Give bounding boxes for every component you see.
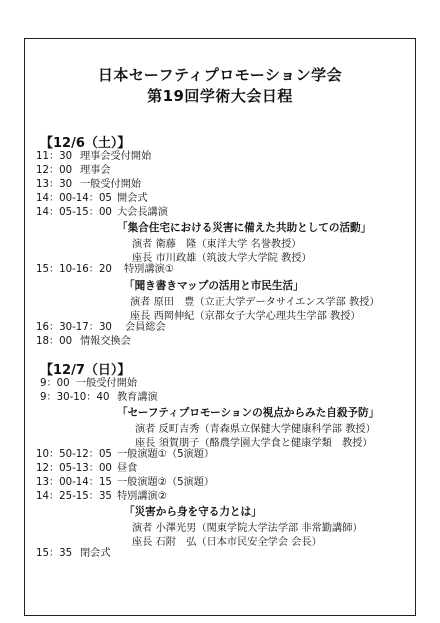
schedule-event: 理事会受付開始 — [80, 151, 152, 162]
schedule-time: 13：30 — [36, 179, 73, 190]
talk-chair: 座長 須賀朋子（酪農学園大学食と健康学類 教授） — [135, 438, 373, 449]
schedule-event: 教育講演 — [117, 392, 158, 403]
schedule-event: 理事会 — [80, 165, 111, 176]
talk-chair: 座長 西岡伸紀（京都女子大学心理共生学部 教授） — [130, 311, 361, 322]
talk-chair: 座長 市川政雄（筑波大学大学院 教授） — [132, 253, 312, 264]
talk-chair: 座長 石附 弘（日本市民安全学会 会長） — [132, 537, 322, 548]
schedule-time: 16：30-17：30 — [36, 322, 112, 333]
talk-speaker: 演者 反町吉秀（青森県立保健大学健康科学部 教授） — [135, 424, 376, 435]
day1-heading: 【12/6（土）】 — [40, 136, 131, 151]
schedule-time: 15：35 — [36, 548, 73, 559]
schedule-time: 9：00 — [40, 378, 70, 389]
schedule-time: 18：00 — [36, 336, 73, 347]
schedule-time: 12：05-13：00 — [36, 463, 112, 474]
document-subtitle: 第19回学術大会日程 — [147, 87, 293, 105]
schedule-event: 一般演題②（5演題） — [117, 477, 215, 488]
schedule-time: 9：30-10：40 — [40, 392, 110, 403]
schedule-time: 14：25-15：35 — [36, 491, 112, 502]
schedule-event: 一般演題①（5演題） — [117, 449, 215, 460]
schedule-event: 会員総会 — [125, 322, 166, 333]
talk-title: 「セーフティプロモーションの視点からみた自殺予防」 — [117, 407, 380, 419]
schedule-time: 13：00-14：15 — [36, 477, 112, 488]
talk-speaker: 演者 原田 豊（立正大学データサイエンス学部 教授） — [130, 297, 380, 308]
schedule-time: 14：05-15：00 — [36, 207, 112, 218]
schedule-event: 特別講演① — [124, 264, 174, 275]
talk-speaker: 演者 小澤光男（関東学院大学法学部 非常勤講師） — [132, 523, 363, 534]
schedule-event: 一般受付開始 — [80, 179, 142, 190]
schedule-time: 12：00 — [36, 165, 73, 176]
schedule-time: 10：50-12：05 — [36, 449, 112, 460]
talk-title: 「災害から身を守る力とは」 — [124, 506, 262, 518]
schedule-event: 特別講演② — [117, 491, 167, 502]
schedule-event: 昼食 — [117, 463, 138, 474]
schedule-time: 15：10-16：20 — [36, 264, 112, 275]
document-title: 日本セーフティプロモーション学会 — [97, 66, 343, 84]
schedule-event: 大会長講演 — [117, 207, 168, 218]
schedule-event: 一般受付開始 — [76, 378, 138, 389]
schedule-event: 開会式 — [117, 193, 148, 204]
talk-speaker: 演者 衛藤 隆（東洋大学 名誉教授） — [132, 239, 302, 250]
day2-heading: 【12/7（日）】 — [40, 363, 131, 378]
schedule-event: 情報交換会 — [80, 336, 131, 347]
talk-title: 「集合住宅における災害に備えた共助としての活動」 — [117, 222, 372, 234]
talk-title: 「聞き書きマップの活用と市民生活」 — [124, 280, 304, 292]
schedule-time: 11：30 — [36, 151, 73, 162]
schedule-event: 閉会式 — [80, 548, 111, 559]
schedule-time: 14：00-14：05 — [36, 193, 112, 204]
